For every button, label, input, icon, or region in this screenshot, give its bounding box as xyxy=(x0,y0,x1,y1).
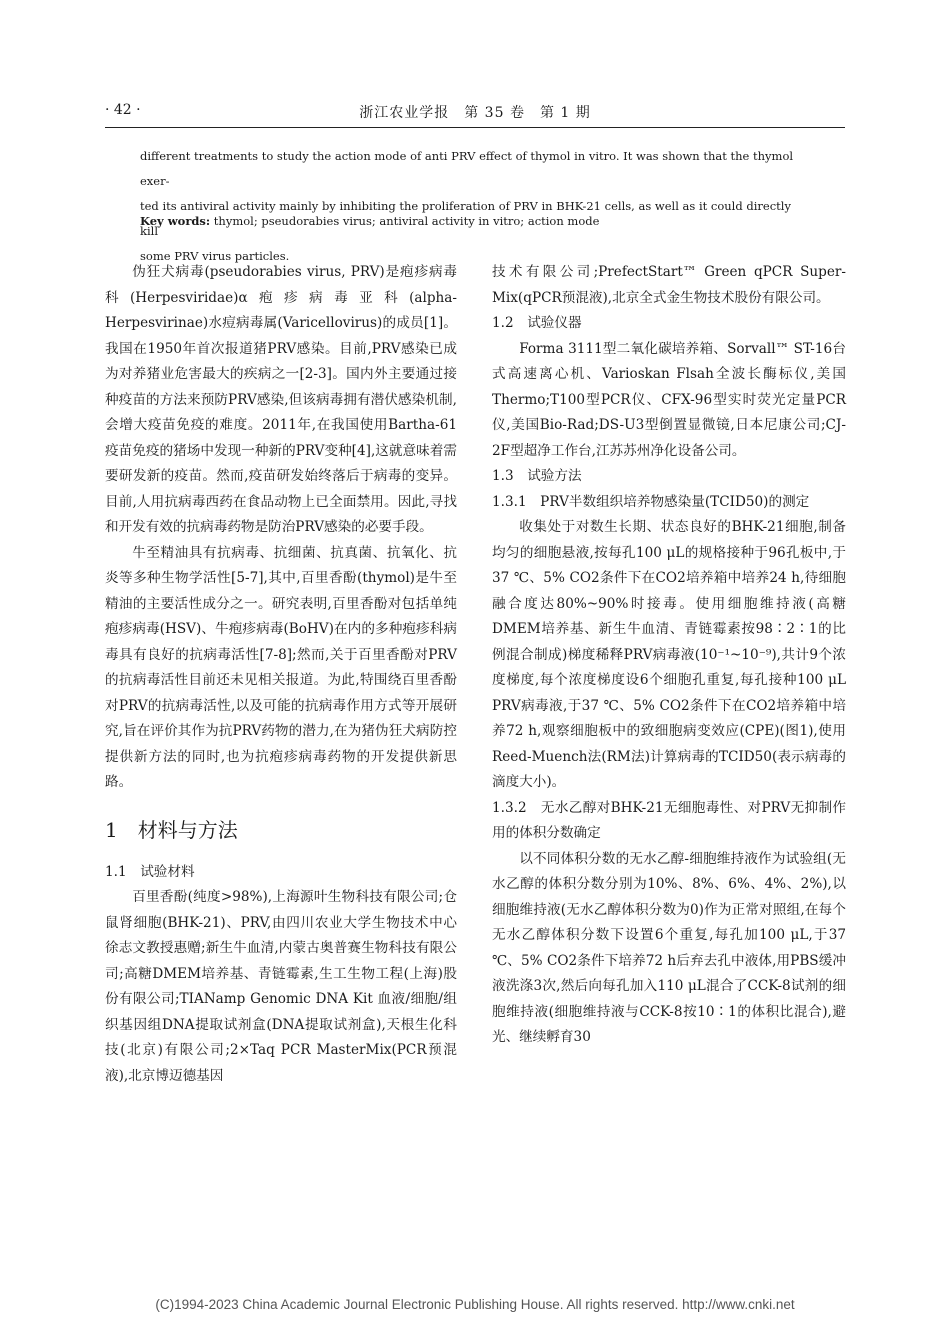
subsection-heading: 1.2 试验仪器 xyxy=(492,315,582,331)
left-column xyxy=(105,260,457,1089)
subsection-heading: 1.3.2 无水乙醇对BHK-21无细胞毒性、对PRV无抑制作用的体积分数确定 xyxy=(492,799,846,841)
copyright-footer: (C)1994-2023 China Academic Journal Electronic Publishing House. All rights reserved. http://www.cnki.net xyxy=(155,1297,795,1312)
page-header xyxy=(105,100,845,124)
abstract-tail xyxy=(140,144,800,269)
section-heading: 1 材料与方法 xyxy=(105,817,238,842)
paragraph: Forma 3111型二氧化碳培养箱、Sorvall™ ST-16台式高速离心机、Varioskan Flsah全波长酶标仪,美国Thermo;T100型PCR仪、CFX-96型实时荧光定量PCR仪,美国Bio-Rad;DS-U3型倒置显微镜,日本尼康公司;CJ-2F型超净工作台,江苏苏州净化设备公司。 xyxy=(492,340,846,459)
subsection-heading: 1.1 试验材料 xyxy=(105,863,195,880)
paragraph: 以不同体积分数的无水乙醇-细胞维持液作为试验组(无水乙醇的体积分数分别为10%、8%、6%、4%、2%),以细胞维持液(无水乙醇体积分数为0)作为正常对照组,在每个无水乙醇体积分数下设置6个重复,每孔加100 μL,于37 ℃、5% CO2条件下培养72 h后弃去孔中液体,用PBS缓冲液洗涤3次,然后向每孔加入110 μL混合了CCK-8试剂的细胞维持液(细胞维持液与CCK-8按10∶1的体积比混合),避光、继续孵育30 xyxy=(492,850,846,1045)
subsection-heading: 1.3.1 PRV半数组织培养物感染量(TCID50)的测定 xyxy=(492,493,810,510)
subsection-heading: 1.3 试验方法 xyxy=(492,468,582,484)
paragraph: 百里香酚(纯度>98%),上海源叶生物科技有限公司;仓鼠肾细胞(BHK-21)、PRV,由四川农业大学生物技术中心徐志文教授惠赠;新生牛血清,内蒙古奥普赛生物科技有限公司;高糖DMEM培养基、青链霉素,生工生物工程(上海)股份有限公司;TIANamp Genomic DNA Kit 血液/细胞/组织基因组DNA提取试剂盒(DNA提取试剂盒),天根生化科技(北京)有限公司;2×Taq PCR MasterMix(PCR预混液),北京博迈德基因 xyxy=(105,889,457,1084)
right-column xyxy=(492,260,846,1051)
journal-title: 浙江农业学报 第 35 卷 第 1 期 xyxy=(359,105,591,121)
page-number: · 42 · xyxy=(105,102,141,118)
abstract-line: some PRV virus particles. xyxy=(140,249,290,263)
keywords xyxy=(140,214,800,228)
paragraph: 牛至精油具有抗病毒、抗细菌、抗真菌、抗氧化、抗炎等多种生物学活性[5-7],其中,百里香酚(thymol)是牛至精油的主要活性成分之一。研究表明,百里香酚对包括单纯疱疹病毒(HSV)、牛疱疹病毒(BoHV)在内的多种疱疹科病毒具有良好的抗病毒活性[7-8];然而,关于百里香酚对PRV的抗病毒活性目前还未见相关报道。为此,特围绕百里香酚对PRV的抗病毒活性,以及可能的抗病毒作用方式等开展研究,旨在评价其作为抗PRV药物的潜力,在为猪伪狂犬病防控提供新方法的同时,也为抗疱疹病毒药物的开发提供新思路。 xyxy=(105,544,457,790)
abstract-line: ted its antiviral activity mainly by inhibiting the proliferation of PRV in BHK-21 cells, as well as it could directly kill xyxy=(140,199,791,238)
keywords-label: Key words: xyxy=(140,214,211,228)
paragraph: 收集处于对数生长期、状态良好的BHK-21细胞,制备均匀的细胞悬液,按每孔100 μL的规格接种于96孔板中,于37 ℃、5% CO2条件下在CO2培养箱中培养24 h,待细胞融合度达80%~90%时接毒。使用细胞维持液(高糖DMEM培养基、新生牛血清、青链霉素按98∶2∶1的比例混合制成)梯度稀释PRV病毒液(10⁻¹~10⁻⁹),共计9个浓度梯度,每个浓度梯度设6个细胞孔重复,每孔接种100 μL PRV病毒液,于37 ℃、5% CO2条件下在CO2培养箱中培养72 h,观察细胞板中的致细胞病变效应(CPE)(图1),使用Reed-Muench法(RM法)计算病毒的TCID50(表示病毒的滴度大小)。 xyxy=(492,519,846,790)
keywords-text: thymol; pseudorabies virus; antiviral activity in vitro; action mode xyxy=(213,214,600,228)
abstract-line: different treatments to study the action mode of anti PRV effect of thymol in vitro. It was shown that the thymol exer- xyxy=(140,149,794,188)
paragraph: 伪狂犬病毒(pseudorabies virus, PRV)是疱疹病毒科(Herpesviridae)α疱疹病毒亚科(alpha-Herpesvirinae)水痘病毒属(Varicellovirus)的成员[1]。我国在1950年首次报道猪PRV感染。目前,PRV感染已成为对养猪业危害最大的疾病之一[2-3]。国内外主要通过接种疫苗的方法来预防PRV感染,但该病毒拥有潜伏感染机制,会增大疫苗免疫的难度。2011年,在我国使用Bartha-61疫苗免疫的猪场中发现一种新的PRV变种[4],这就意味着需要研发新的疫苗。然而,疫苗研发始终落后于病毒的变异。目前,人用抗病毒西药在食品动物上已全面禁用。因此,寻找和开发有效的抗病毒药物是防治PRV感染的必要手段。 xyxy=(105,264,457,535)
header-rule xyxy=(105,127,845,128)
paragraph: 技术有限公司;PrefectStart™ Green qPCR Super-Mix(qPCR预混液),北京全式金生物技术股份有限公司。 xyxy=(492,264,846,306)
